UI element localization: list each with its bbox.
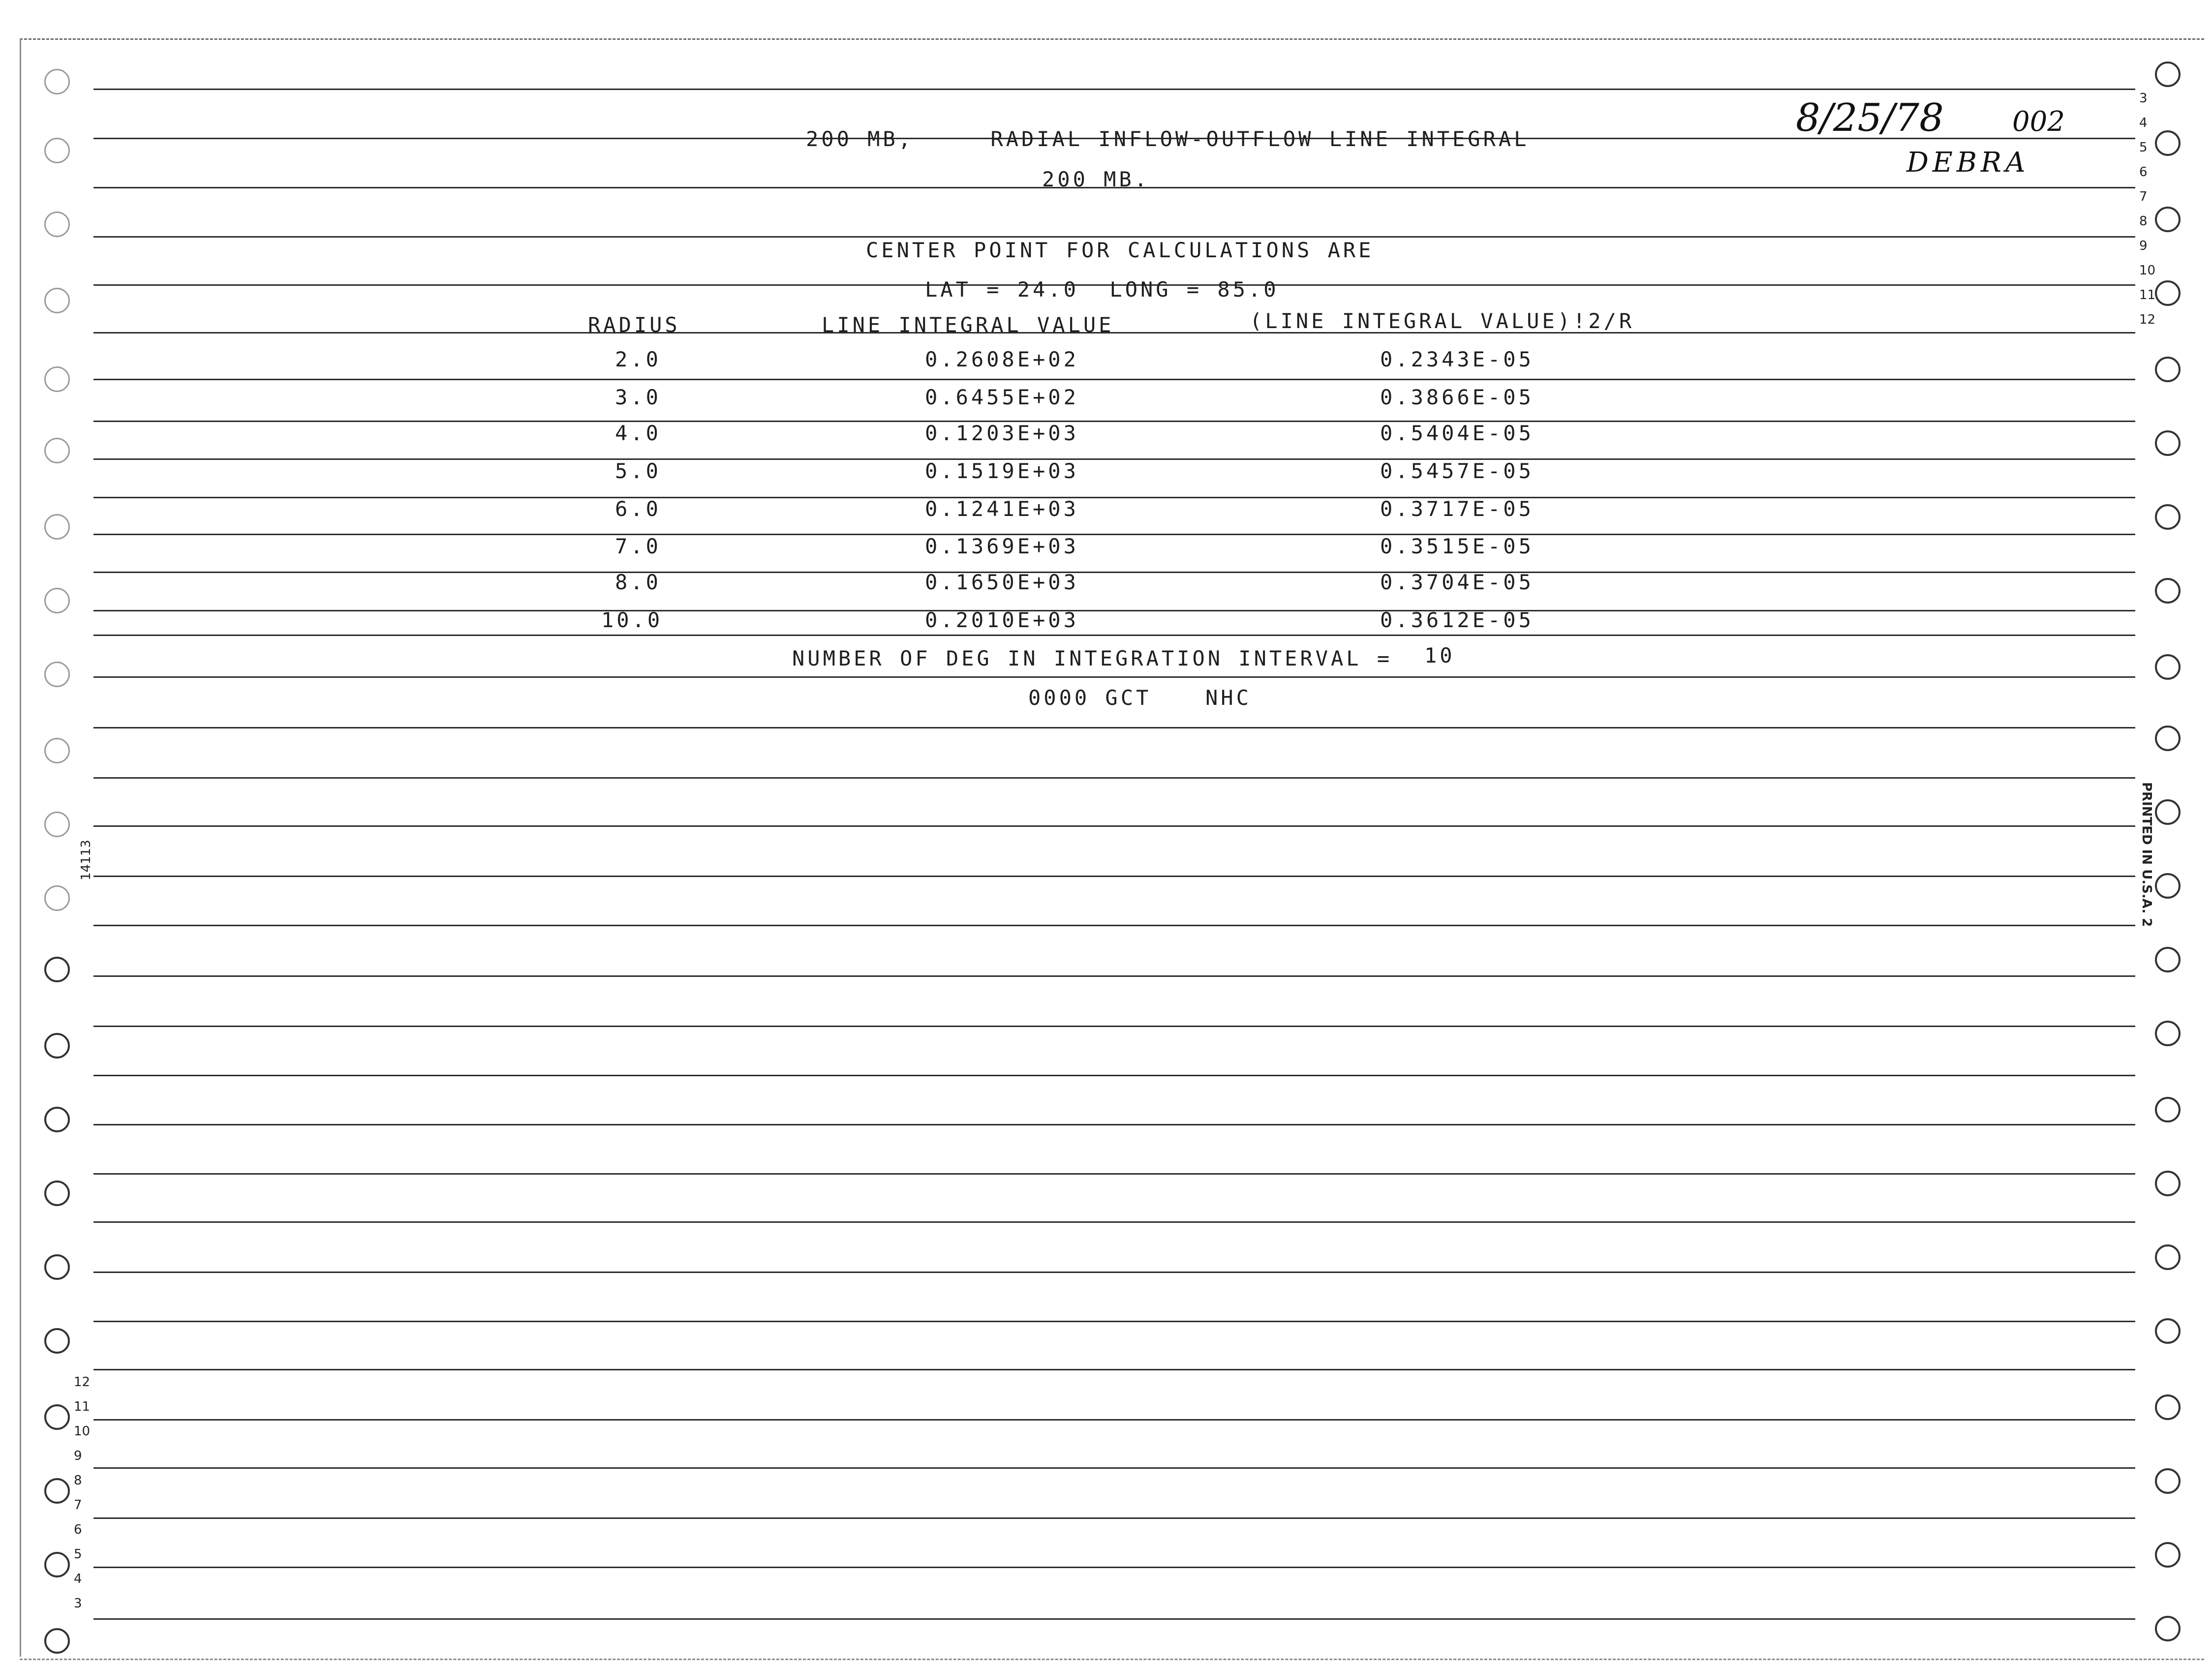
tractor-hole: [44, 1552, 70, 1577]
tractor-hole: [44, 438, 70, 463]
ruled-line: [93, 421, 2135, 422]
tractor-hole: [44, 738, 70, 763]
ruled-line: [93, 1173, 2135, 1175]
ruled-line: [93, 1467, 2135, 1469]
ruled-line: [93, 1618, 2135, 1620]
ratio-cell: 0.3717E-05: [1380, 497, 1534, 521]
ruled-line: [93, 975, 2135, 977]
ruled-line: [93, 777, 2135, 779]
printed-in-text: PRINTED IN U.S.A.: [2139, 782, 2154, 914]
radius-cell: 6.0: [615, 497, 661, 521]
right-margin-number: 4: [2139, 116, 2148, 130]
table-header-radius: RADIUS: [588, 313, 680, 337]
ruled-line: [93, 1272, 2135, 1273]
right-margin-number: 6: [2139, 165, 2148, 180]
ruled-line: [93, 1321, 2135, 1322]
ratio-cell: 0.3612E-05: [1380, 608, 1534, 632]
page-left-edge: [20, 38, 21, 1657]
right-margin-number: 5: [2139, 140, 2148, 155]
tractor-hole: [44, 288, 70, 313]
ruled-line: [93, 676, 2135, 678]
ruled-line: [93, 1221, 2135, 1223]
ratio-cell: 0.5457E-05: [1380, 459, 1534, 483]
tractor-hole: [44, 662, 70, 687]
interval-value: 10: [1424, 643, 1455, 667]
tractor-hole: [44, 1478, 70, 1504]
ruled-line: [93, 572, 2135, 573]
handwritten-code: 002: [2012, 106, 2065, 138]
ratio-cell: 0.3866E-05: [1380, 385, 1534, 409]
ruled-line: [93, 534, 2135, 535]
line-integral-cell: 0.6455E+02: [925, 385, 1079, 409]
right-margin-number: 9: [2139, 239, 2148, 253]
tractor-hole: [44, 514, 70, 540]
tractor-hole: [44, 1181, 70, 1206]
ruled-line: [93, 1419, 2135, 1421]
tractor-hole: [44, 366, 70, 392]
tractor-hole: [2155, 578, 2181, 604]
perforation-top: [20, 38, 2204, 40]
tractor-hole: [2155, 726, 2181, 751]
left-margin-number: 7: [74, 1498, 82, 1513]
line-integral-cell: 0.1369E+03: [925, 534, 1079, 558]
tractor-hole: [2155, 1318, 2181, 1344]
tractor-hole: [44, 1628, 70, 1654]
tractor-hole: [2155, 61, 2181, 87]
tractor-hole: [2155, 1542, 2181, 1568]
ruled-line: [93, 1026, 2135, 1027]
tractor-hole: [44, 885, 70, 911]
tractor-hole: [2155, 280, 2181, 306]
line-integral-cell: 0.1650E+03: [925, 570, 1079, 594]
ruled-line: [93, 1075, 2135, 1076]
tractor-hole: [2155, 357, 2181, 382]
left-margin-number: 3: [74, 1596, 82, 1611]
tractor-hole: [2155, 130, 2181, 156]
right-margin-number: 11: [2139, 288, 2156, 303]
line-integral-cell: 0.1241E+03: [925, 497, 1079, 521]
tractor-hole: [44, 1328, 70, 1354]
radius-cell: 4.0: [615, 421, 661, 445]
tractor-hole: [44, 1404, 70, 1430]
right-margin-number: 10: [2139, 263, 2156, 278]
line-integral-cell: 0.2010E+03: [925, 608, 1079, 632]
tractor-hole: [2155, 654, 2181, 680]
ruled-line: [93, 727, 2135, 728]
left-margin-number: 12: [74, 1375, 91, 1390]
tractor-hole: [44, 69, 70, 94]
ruled-line: [93, 825, 2135, 827]
ruled-line: [93, 497, 2135, 498]
radius-cell: 10.0: [601, 608, 663, 632]
tractor-hole: [44, 1033, 70, 1059]
ruled-line: [93, 89, 2135, 90]
tractor-hole: [44, 212, 70, 237]
printout-title: 200 MB, RADIAL INFLOW-OUTFLOW LINE INTEGRAL: [806, 127, 1530, 151]
agency-label: NHC: [1205, 686, 1252, 710]
ratio-cell: 0.3704E-05: [1380, 570, 1534, 594]
ruled-line: [93, 332, 2135, 333]
ruled-line: [93, 1124, 2135, 1125]
perforation-bottom: [20, 1659, 2204, 1660]
tractor-hole: [2155, 799, 2181, 825]
ratio-cell: 0.5404E-05: [1380, 421, 1534, 445]
left-margin-number: 11: [74, 1399, 91, 1414]
tractor-hole: [2155, 1394, 2181, 1420]
tractor-hole: [2155, 1021, 2181, 1046]
interval-label: NUMBER OF DEG IN INTEGRATION INTERVAL =: [792, 646, 1393, 670]
left-margin-number: 5: [74, 1547, 82, 1562]
left-margin-number: 8: [74, 1473, 82, 1488]
tractor-hole: [44, 957, 70, 982]
line-integral-cell: 0.2608E+02: [925, 347, 1079, 371]
radius-cell: 3.0: [615, 385, 661, 409]
ruled-line: [93, 1517, 2135, 1519]
form-number: 14113: [79, 840, 93, 880]
handwritten-name: DEBRA: [1906, 147, 2029, 179]
left-margin-number: 4: [74, 1572, 82, 1586]
tractor-hole: [2155, 430, 2181, 456]
right-margin-number: 8: [2139, 214, 2148, 229]
tractor-hole: [44, 1107, 70, 1132]
center-coordinates: LAT = 24.0 LONG = 85.0: [925, 277, 1279, 302]
ruled-line: [93, 876, 2135, 877]
tractor-hole: [2155, 1171, 2181, 1196]
ruled-line: [93, 458, 2135, 460]
ruled-line: [93, 635, 2135, 636]
right-margin-number: 3: [2139, 91, 2148, 106]
radius-cell: 5.0: [615, 459, 661, 483]
tractor-hole: [44, 812, 70, 837]
center-point-heading: CENTER POINT FOR CALCULATIONS ARE: [866, 238, 1374, 262]
printout-subtitle: 200 MB.: [1042, 167, 1150, 191]
time-label: 0000 GCT: [1028, 686, 1152, 710]
tractor-hole: [2155, 1244, 2181, 1270]
left-margin-number: 6: [74, 1522, 82, 1537]
line-integral-cell: 0.1203E+03: [925, 421, 1079, 445]
left-margin-number: 10: [74, 1424, 91, 1439]
right-margin-number: 12: [2139, 312, 2156, 327]
ruled-line: [93, 236, 2135, 238]
radius-cell: 2.0: [615, 347, 661, 371]
tractor-hole: [2155, 1616, 2181, 1641]
ratio-cell: 0.2343E-05: [1380, 347, 1534, 371]
tractor-hole: [2155, 1468, 2181, 1494]
tractor-hole: [2155, 207, 2181, 232]
tractor-hole: [44, 1254, 70, 1280]
ruled-line: [93, 379, 2135, 380]
right-margin-number: 7: [2139, 189, 2148, 204]
ruled-line: [93, 1369, 2135, 1370]
table-header-ratio: (LINE INTEGRAL VALUE)!2/R: [1250, 309, 1635, 333]
radius-cell: 7.0: [615, 534, 661, 558]
ruled-line: [93, 610, 2135, 611]
line-integral-cell: 0.1519E+03: [925, 459, 1079, 483]
tractor-hole: [2155, 873, 2181, 899]
printed-in-usa: [2139, 782, 2154, 927]
ruled-line: [93, 1567, 2135, 1568]
tractor-hole: [2155, 1097, 2181, 1122]
handwritten-date: 8/25/78: [1796, 96, 1944, 140]
ruled-line: [93, 925, 2135, 926]
printed-in-suffix: 2: [2139, 918, 2154, 927]
tractor-hole: [2155, 504, 2181, 530]
table-header-line-integral: LINE INTEGRAL VALUE: [822, 313, 1114, 337]
radius-cell: 8.0: [615, 570, 661, 594]
ratio-cell: 0.3515E-05: [1380, 534, 1534, 558]
tractor-hole: [44, 138, 70, 163]
tractor-hole: [2155, 947, 2181, 972]
left-margin-number: 9: [74, 1449, 82, 1463]
tractor-hole: [44, 588, 70, 613]
